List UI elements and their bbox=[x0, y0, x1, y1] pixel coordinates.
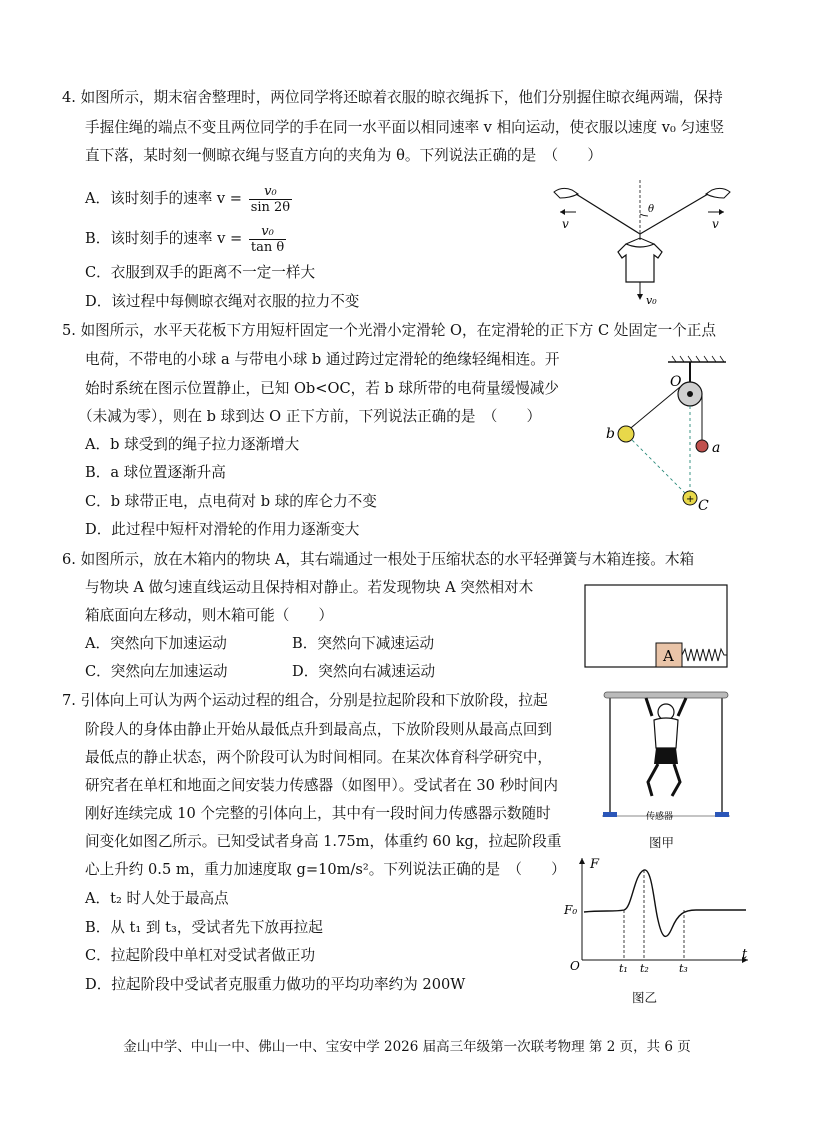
q7-option-d: D．拉起阶段中受试者克服重力做功的平均功率约为 200W bbox=[85, 976, 466, 993]
q7-option-c: C．拉起阶段中单杠对受试者做正功 bbox=[85, 947, 316, 964]
hanger-icon bbox=[626, 234, 654, 244]
q5-stem-line-1: 5. 如图所示，水平天花板下方用短杆固定一个光滑小定滑轮 O，在定滑轮的正下方 C 处固定一个正点 bbox=[62, 322, 716, 339]
f-axis-label: F bbox=[590, 857, 600, 872]
q6-stem-line-1: 6. 如图所示，放在木箱内的物块 A，其右端通过一根处于压缩状态的水平轻弹簧与木箱连接。木箱 bbox=[62, 551, 695, 568]
q7-figure-yi-caption: 图乙 bbox=[632, 990, 658, 1005]
q6-option-a: A．突然向下加速运动 bbox=[85, 635, 227, 652]
q5-stem-line-3: 始时系统在图示位置静止，已知 Ob<OC，若 b 球所带的电荷量缓慢减少 bbox=[85, 380, 559, 397]
q7-stem-line-1: 7. 引体向上可认为两个运动过程的组合，分别是拉起阶段和下放阶段，拉起 bbox=[62, 692, 548, 709]
q4-option-a-text: A．该时刻手的速率 v = bbox=[85, 190, 243, 207]
dashed-bc bbox=[628, 436, 690, 498]
q4-option-d: D．该过程中每侧晾衣绳对衣服的拉力不变 bbox=[85, 293, 360, 310]
q7-stem-line-7: 心上升约 0.5 m，重力加速度取 g=10m/s²。下列说法正确的是 （ ） bbox=[85, 861, 566, 878]
ceiling-hatch bbox=[672, 356, 724, 362]
q5-option-a: A．b 球受到的绳子拉力逐渐增大 bbox=[85, 436, 300, 453]
q5-stem-line-4: （未减为零），则在 b 球到达 O 正下方前，下列说法正确的是 （ ） bbox=[78, 408, 542, 425]
rope-to-b bbox=[626, 387, 680, 432]
v0-arrowhead-icon bbox=[637, 294, 643, 300]
t2-label: t₂ bbox=[640, 962, 649, 975]
q7-stem-line-5: 刚好连续完成 10 个完整的引体向上，其中有一段时间力传感器示数随时 bbox=[85, 805, 551, 822]
q4-option-b-fraction bbox=[249, 224, 286, 255]
t1-label: t₁ bbox=[619, 962, 628, 975]
ball-a-label: a bbox=[712, 440, 721, 456]
pulley-axle bbox=[687, 391, 693, 397]
left-rope bbox=[576, 194, 640, 234]
q7-stem-line-2: 阶段人的身体由静止开始从最低点升到最高点，下放阶段则从最高点回到 bbox=[85, 721, 553, 738]
pulley-o-label: O bbox=[670, 374, 682, 390]
force-curve bbox=[584, 870, 746, 936]
q6-stem-line-2: 与物块 A 做匀速直线运动且保持相对静止。若发现物块 A 突然相对木 bbox=[85, 579, 534, 596]
q7-option-b: B．从 t₁ 到 t₃，受试者先下放再拉起 bbox=[85, 919, 323, 936]
q4-figure-clothesline bbox=[548, 178, 736, 306]
right-hand-icon bbox=[706, 188, 730, 198]
theta-arc bbox=[640, 214, 648, 216]
theta-label: θ bbox=[648, 204, 655, 215]
ball-b-icon bbox=[618, 426, 634, 442]
q4-option-b-den: tan θ bbox=[250, 239, 285, 255]
ball-a-icon bbox=[696, 440, 708, 452]
q6-option-d: D．突然向右减速运动 bbox=[292, 663, 436, 680]
left-arrowhead-icon bbox=[560, 209, 565, 215]
left-hand-icon bbox=[554, 188, 578, 198]
t-axis-label: t bbox=[742, 947, 748, 962]
left-sensor bbox=[603, 812, 617, 817]
q4-option-b-num: v₀ bbox=[249, 224, 286, 240]
q7-stem-line-6: 间变化如图乙所示。已知受试者身高 1.75m，体重约 60 kg，拉起阶段重 bbox=[85, 833, 562, 850]
v0-label: v₀ bbox=[646, 294, 657, 306]
right-arrowhead-icon bbox=[719, 209, 724, 215]
person-shorts bbox=[654, 748, 678, 764]
q4-option-b-text: B．该时刻手的速率 v = bbox=[85, 230, 243, 247]
q4-option-c: C．衣服到双手的距离不一定一样大 bbox=[85, 264, 316, 281]
q4-option-a-den: sin 2θ bbox=[250, 199, 291, 215]
origin-label: O bbox=[570, 959, 580, 973]
q4-stem-line-2: 手握住绳的端点不变且两位同学的手在同一水平面以相同速率 v 相向运动，使衣服以速度 v₀ 匀速竖 bbox=[85, 119, 725, 136]
q6-option-b: B．突然向下减速运动 bbox=[292, 635, 435, 652]
q7-figure-yi-graph bbox=[562, 854, 752, 976]
ball-b-label: b bbox=[606, 426, 615, 442]
q7-figure-jia-pullup bbox=[600, 686, 732, 820]
sensor-label: 传感器 bbox=[646, 812, 674, 820]
f0-label: F₀ bbox=[564, 903, 578, 917]
q7-stem-line-4: 研究者在单杠和地面之间安装力传感器（如图甲）。受试者在 30 秒时间内 bbox=[85, 777, 558, 794]
t3-label: t₃ bbox=[679, 962, 688, 975]
q5-stem-line-2: 电荷，不带电的小球 a 与带电小球 b 通过跨过定滑轮的绝缘轻绳相连。开 bbox=[85, 351, 560, 368]
q4-option-b bbox=[85, 222, 286, 256]
q5-option-c: C．b 球带正电，点电荷对 b 球的库仑力不变 bbox=[85, 493, 377, 510]
q4-option-a-fraction bbox=[249, 184, 292, 215]
q7-figure-jia-caption: 图甲 bbox=[649, 835, 675, 850]
charge-c-label: C bbox=[698, 498, 709, 514]
q4-stem-line-1: 4. 如图所示，期末宿舍整理时，两位同学将还晾着衣服的晾衣绳拆下，他们分别握住晾衣绳两端，保持 bbox=[62, 89, 723, 106]
f-axis-arrowhead-icon bbox=[579, 858, 585, 864]
q4-option-a bbox=[85, 182, 292, 216]
q7-stem-line-3: 最低点的静止状态，两个阶段可认为时间相同。在某次体育科学研究中， bbox=[85, 749, 553, 766]
q6-figure-box bbox=[584, 584, 730, 670]
q5-option-d: D．此过程中短杆对滑轮的作用力逐渐变大 bbox=[85, 521, 360, 538]
q5-option-b: B．a 球位置逐渐升高 bbox=[85, 464, 226, 481]
right-sensor bbox=[715, 812, 729, 817]
q5-figure-pulley bbox=[598, 354, 728, 516]
right-v-label: v bbox=[712, 217, 719, 231]
person-torso bbox=[654, 718, 678, 748]
person-legs bbox=[648, 764, 680, 796]
q7-option-a: A．t₂ 时人处于最高点 bbox=[85, 890, 229, 907]
q4-stem-line-3: 直下落，某时刻一侧晾衣绳与竖直方向的夹角为 θ。下列说法正确的是 （ ） bbox=[85, 147, 602, 164]
page-footer: 金山中学、中山一中、佛山一中、宝安中学 2026 届高三年级第一次联考物理 第 2 页，共 6 页 bbox=[123, 1039, 691, 1055]
horizontal-bar bbox=[604, 692, 728, 698]
q6-stem-line-3: 箱底面向左移动，则木箱可能（ ） bbox=[85, 607, 334, 624]
block-a-label: A bbox=[663, 647, 674, 665]
q4-option-a-num: v₀ bbox=[249, 184, 292, 200]
charge-plus-sign: + bbox=[686, 494, 695, 505]
shirt-icon bbox=[618, 244, 662, 282]
left-v-label: v bbox=[562, 217, 569, 231]
q6-option-c: C．突然向左加速运动 bbox=[85, 663, 228, 680]
